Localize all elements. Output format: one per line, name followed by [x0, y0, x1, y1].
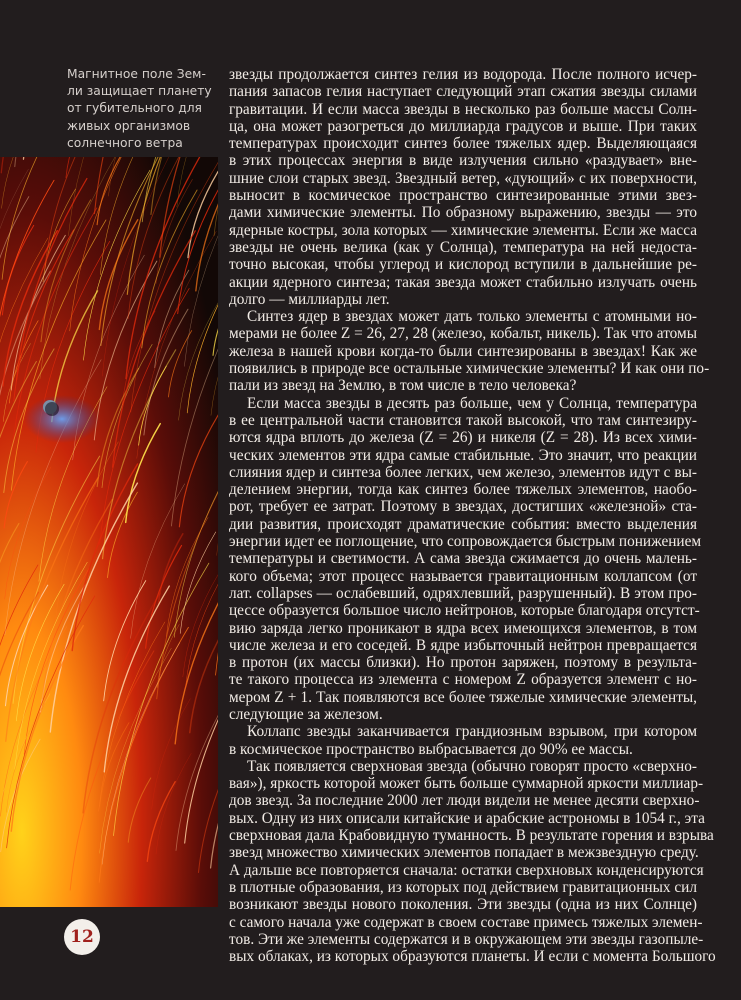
caption-line: от губительного для — [67, 101, 202, 116]
body-line: ядерные костры, зола которых — химические элементы. Если же масса — [229, 221, 697, 239]
magnetosphere-illustration — [0, 157, 218, 907]
body-line: в ее центральной части становится такой высокой, что там синтезиру- — [229, 411, 697, 429]
caption-line: живых организмов — [67, 118, 191, 133]
body-line: дов звезд. За последние 2000 лет люди видели не менее десяти сверхно- — [229, 792, 700, 810]
body-line: мерами не более Z = 26, 27, 28 (железо, кобальт, никель). Так что атомы — [229, 325, 697, 343]
caption-line: ли защищает планету — [67, 84, 212, 99]
body-line: температуры и светимости. А сама звезда сжимается до очень малень- — [229, 550, 697, 568]
body-line: звезды не очень велика (как у Солнца), температура на ней недоста- — [229, 238, 697, 256]
body-line: дии развития, происходят драматические события: вместо выделения — [229, 515, 697, 533]
body-line: дами химические элементы. По образному выражению, звезды — это — [229, 204, 697, 222]
body-line: выносит в космическое пространство синтезированные этими звез- — [229, 187, 697, 205]
body-line: в этих процессах энергия в виде излучения сильно «раздувает» вне- — [229, 152, 697, 170]
body-line: в плотные образования, из которых под действием гравитационных сил — [229, 878, 697, 896]
body-line: энергии идет ее поглощение, что сопровождается быстрым понижением — [229, 533, 702, 551]
body-line: кого объема; этот процесс называется гравитационным коллапсом (от — [229, 567, 697, 585]
body-line: тов. Эти же элементы содержатся и в окружающем эти звезды газопыле- — [229, 930, 704, 948]
body-line: ческих элементов эти ядра самые стабильные. Это значит, что реакции — [229, 446, 697, 464]
body-line: Так появляется сверхновая звезда (обычно говорят просто «сверхно- — [247, 757, 697, 775]
body-line: лат. collapses — ослабевший, одряхлевший, разрушенный). В этом про- — [229, 584, 697, 602]
body-line: шние слои старых звезд. Звездный ветер, «дующий» с их поверхности, — [229, 169, 697, 187]
body-line: делением энергии, тогда как синтез более тяжелых элементов, наобо- — [229, 481, 697, 499]
body-line: с самого начала уже содержат в своем составе примесь тяжелых элемен- — [229, 913, 703, 931]
body-line: мером Z + 1. Так появляются все более тяжелые химические элементы, — [229, 688, 697, 706]
caption-line: солнечного ветра — [67, 135, 183, 150]
body-line: вая»), яркость которой может быть больше суммарной яркости миллиар- — [229, 775, 704, 793]
body-line: температурах происходит синтез более тяжелых ядер. Выделяющаяся — [229, 135, 697, 153]
body-line: вию заряда легко проникают в ядра всех имеющихся элементов, в том — [229, 619, 697, 637]
body-line: долго — миллиарды лет. — [229, 290, 390, 308]
body-line: рот, требует ее затрат. Поэтому в звездах, достигших «железной» ста- — [229, 498, 697, 516]
figure-caption — [67, 66, 217, 152]
article-body — [229, 66, 716, 966]
body-line: пания запасов гелия наступает следующий этап сжатия звезды силами — [229, 83, 697, 101]
body-line: ца, она может разогреться до миллиарда градусов и выше. При таких — [229, 117, 697, 135]
body-line: слияния ядер и синтеза более легких, чем железо, элементов идут с вы- — [229, 463, 697, 481]
body-line: гравитации. И если масса звезды в несколько раз больше массы Солн- — [229, 100, 697, 118]
page-number-badge: 12 — [64, 919, 100, 955]
body-line: вых облаках, из которых образуются планеты. И если с момента Большого — [229, 948, 716, 966]
body-line: звезды продолжается синтез гелия из водорода. После полного исчер- — [229, 66, 697, 83]
body-line: акции ядерного синтеза; такая звезда может стабильно излучать очень — [229, 273, 697, 291]
caption-line: Магнитное поле Зем- — [67, 67, 206, 81]
body-line: Коллапс звезды заканчивается грандиозным взрывом, при котором — [247, 723, 697, 741]
body-line: пали из звезд на Землю, в том числе в тело человека? — [229, 377, 577, 395]
body-line: числе железа и его соседей. В ядре избыточный нейтрон превращается — [229, 636, 697, 654]
earth-shadow — [45, 402, 59, 416]
body-line: следующие за железом. — [229, 705, 383, 723]
body-line: те такого процесса из элемента с номером Z образуется элемент с но- — [229, 671, 697, 689]
body-line: цессе образуется большое число нейтронов, которые благодаря отсутст- — [229, 602, 700, 620]
body-line: появились в природе все остальные химические элементы? И как они по- — [229, 360, 710, 378]
body-line: Если масса звезды в десять раз больше, чем у Солнца, температура — [247, 394, 697, 412]
body-line: звезд множество химических элементов попадает в межзвездную среду. — [229, 844, 699, 862]
body-line: ются ядра вплоть до железа (Z = 26) и никеля (Z = 28). Из всех хими- — [229, 429, 697, 447]
body-line: сверхновая дала Крабовидную туманность. В результате горения и взрыва — [229, 827, 714, 845]
body-line: в космическое пространство выбрасывается до 90% ее массы. — [229, 740, 633, 758]
body-line: точно высокая, чтобы углерод и кислород вступили в дальнейшие ре- — [229, 256, 697, 274]
body-line: железа в нашей крови когда-то были синтезированы в звездах! Как же — [229, 342, 697, 360]
body-line: вых. Одну из них описали китайские и арабские астрономы в 1054 г., эта — [229, 809, 705, 827]
body-line: в протон (их массы близки). Но протон заряжен, поэтому в результа- — [229, 654, 697, 672]
magnetic-field-halo — [24, 395, 100, 443]
body-line: Синтез ядер в звездах может дать только элементы с атомными но- — [247, 308, 697, 326]
body-line: А дальше все повторяется сначала: остатки сверхновых конденсируются — [229, 861, 704, 879]
body-line: возникают звезды нового поколения. Эти звезды (одна из них Солнце) — [229, 896, 697, 914]
